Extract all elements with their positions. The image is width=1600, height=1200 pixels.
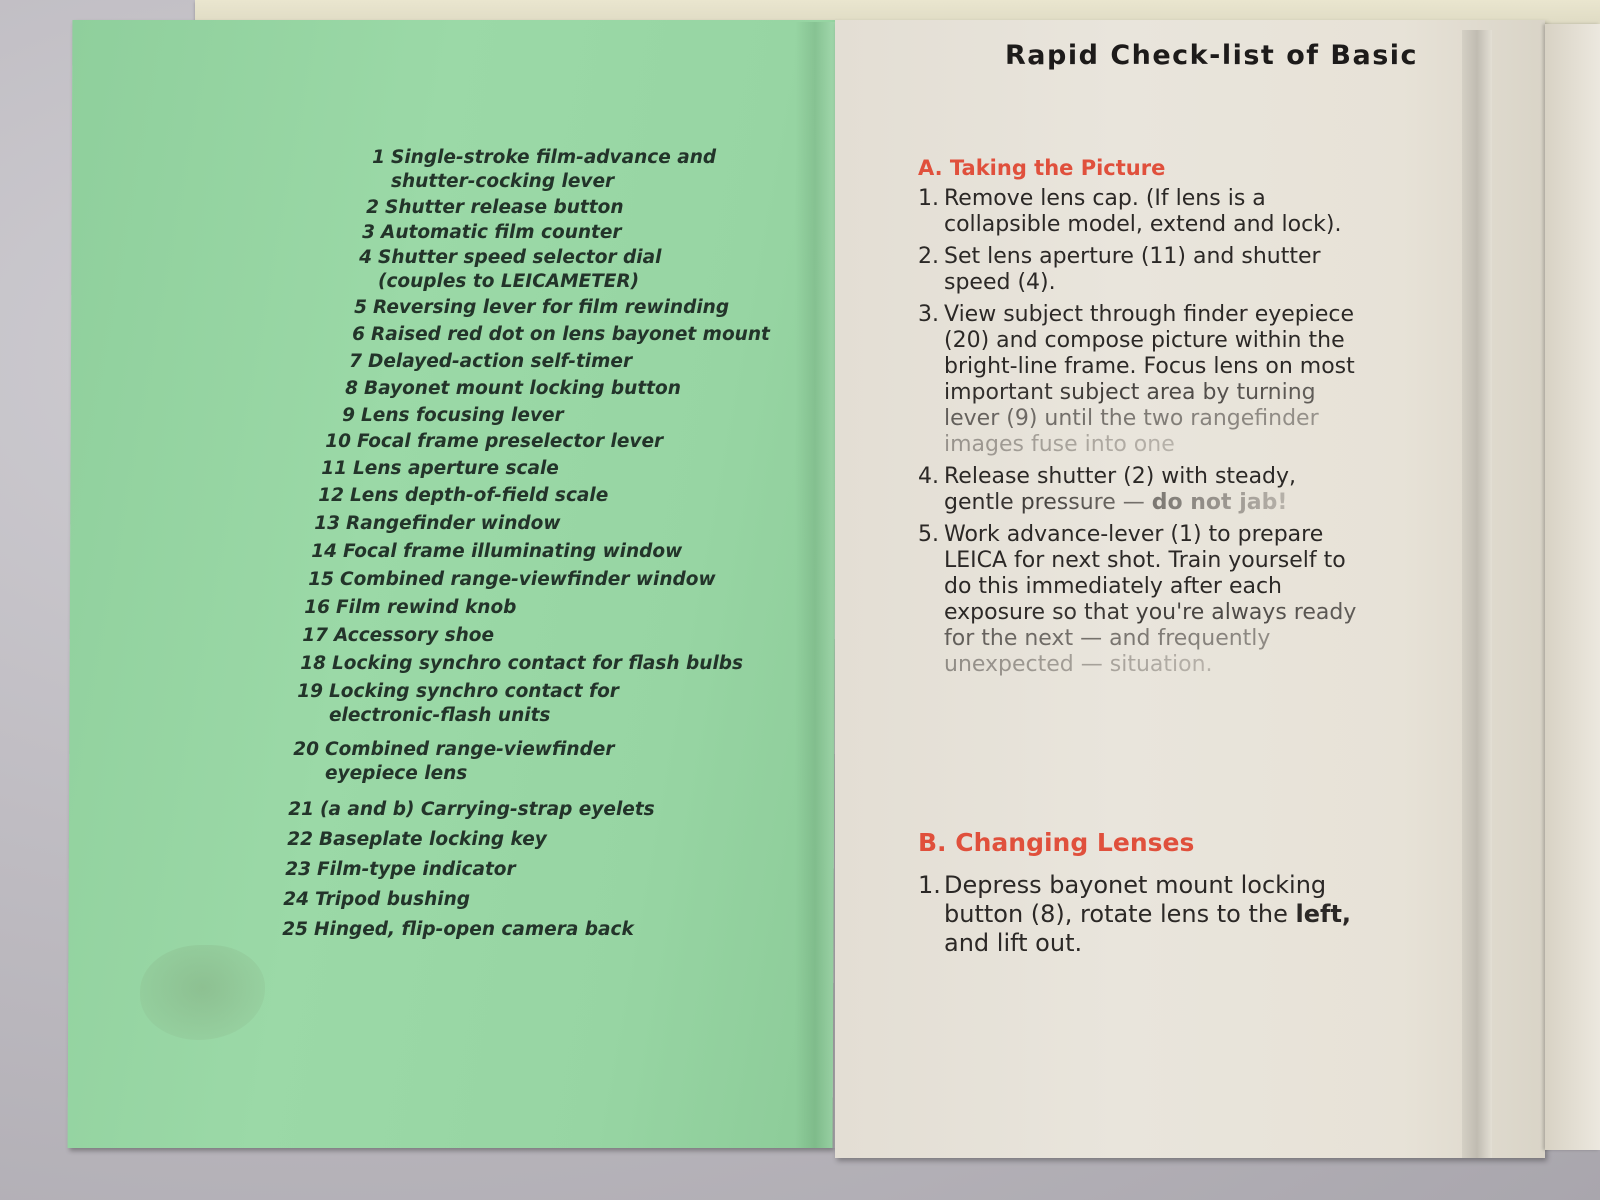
part-number: 20 — [293, 739, 319, 760]
page-title: Rapid Check-list of Basic — [1005, 40, 1419, 71]
part-item — [304, 568, 716, 592]
part-label: Lens focusing lever — [361, 405, 564, 426]
part-item — [345, 221, 622, 245]
part-label: Lens aperture scale — [353, 458, 559, 479]
part-number: 13 — [314, 513, 340, 534]
part-item — [281, 858, 516, 882]
step-emphasis: left, — [1295, 900, 1352, 928]
part-item — [284, 798, 655, 822]
part-item — [335, 323, 770, 347]
part-number: 7 — [349, 351, 362, 372]
part-label: Locking synchro contact for — [329, 681, 619, 702]
step-text: View subject through finder eyepiece (20) and compose picture within the bright-line frame. Focus lens on most important subject area by turning lever (9) until the two rangefinder images fuse into one — [944, 302, 1355, 457]
part-item — [310, 512, 560, 536]
fold-crease — [795, 22, 835, 1148]
step-text: and lift out. — [944, 929, 1083, 957]
step-item — [918, 522, 1368, 678]
step-text: Release shutter (2) with steady, gentle pressure — — [944, 464, 1297, 515]
step-number: 5. — [918, 522, 939, 547]
step-text: Work advance-lever (1) to prepare LEICA for next shot. Train yourself to do this immediately after each exposure so that you're always ready for the next — and frequently unexpected — situation. — [944, 522, 1357, 677]
part-item — [314, 484, 608, 508]
step-emphasis: do not jab! — [1151, 490, 1288, 515]
next-panel-edge — [1545, 24, 1600, 1150]
step-text: Set lens aperture (11) and shutter speed (4). — [944, 244, 1321, 295]
part-label: Reversing lever for film rewinding — [373, 297, 730, 318]
part-item — [321, 430, 663, 454]
section-taking-picture — [918, 156, 1368, 678]
part-number: 23 — [285, 859, 311, 880]
part-item — [283, 828, 547, 852]
part-number: 14 — [311, 541, 337, 562]
part-number: 1 — [372, 147, 385, 168]
step-item — [918, 302, 1368, 458]
part-label: electronic-flash units — [329, 705, 551, 726]
part-label: Raised red dot on lens bayonet mount — [371, 324, 770, 345]
part-label: Combined range-viewfinder — [325, 739, 615, 760]
part-item — [332, 350, 632, 374]
part-number: 21 — [288, 799, 314, 820]
part-label: Shutter speed selector dial — [378, 247, 662, 268]
section-changing-lenses — [918, 828, 1368, 958]
part-item — [328, 377, 681, 401]
part-label: eyepiece lens — [325, 763, 468, 784]
part-item — [355, 146, 716, 194]
step-item — [918, 464, 1368, 516]
part-number: 11 — [321, 458, 347, 479]
part-label: Lens depth-of-field scale — [350, 485, 609, 506]
part-label: Accessory shoe — [334, 625, 495, 646]
part-item — [296, 652, 743, 676]
part-number: 18 — [300, 653, 326, 674]
part-number: 22 — [287, 829, 313, 850]
step-text: Remove lens cap. (If lens is a collapsible model, extend and lock). — [944, 186, 1342, 237]
part-number: 3 — [362, 222, 375, 243]
part-label: shutter-cocking lever — [391, 171, 615, 192]
part-label: Combined range-viewfinder window — [340, 569, 716, 590]
part-item — [342, 246, 661, 294]
part-number: 10 — [325, 431, 351, 452]
part-number: 19 — [297, 681, 323, 702]
part-label: Focal frame illuminating window — [343, 541, 683, 562]
part-number: 25 — [282, 919, 308, 940]
part-number: 24 — [283, 889, 309, 910]
part-label: Film rewind knob — [336, 597, 517, 618]
part-label: Locking synchro contact for flash bulbs — [332, 653, 744, 674]
steps-list — [918, 871, 1368, 958]
part-label: Focal frame preselector lever — [357, 431, 664, 452]
part-label: Tripod bushing — [315, 889, 471, 910]
part-item — [325, 404, 564, 428]
step-item — [918, 244, 1368, 296]
step-number: 2. — [918, 244, 939, 269]
part-label: Automatic film counter — [381, 222, 622, 243]
step-number: 1. — [918, 186, 939, 211]
steps-list — [918, 186, 1368, 678]
section-heading: A. Taking the Picture — [918, 156, 1166, 180]
part-item — [289, 738, 614, 786]
part-item — [279, 888, 470, 912]
part-label: Baseplate locking key — [319, 829, 547, 850]
part-number: 8 — [345, 378, 358, 399]
part-item — [349, 196, 624, 220]
part-number: 15 — [308, 569, 334, 590]
part-number: 12 — [318, 485, 344, 506]
part-item — [298, 624, 494, 648]
part-label: Delayed-action self-timer — [368, 351, 633, 372]
fold-crease-right — [1462, 30, 1492, 1158]
step-number: 1. — [918, 871, 941, 899]
part-label: Shutter release button — [385, 197, 624, 218]
part-number: 6 — [352, 324, 365, 345]
part-label: Bayonet mount locking button — [364, 378, 681, 399]
step-item — [918, 871, 1368, 958]
part-number: 5 — [354, 297, 367, 318]
part-item — [293, 680, 619, 728]
step-number: 4. — [918, 464, 939, 489]
part-number: 2 — [366, 197, 379, 218]
part-item — [317, 457, 559, 481]
part-label: Single-stroke film-advance and — [391, 147, 717, 168]
step-text: Depress bayonet mount locking button (8), rotate lens to the — [944, 871, 1327, 928]
part-label: Film-type indicator — [317, 859, 516, 880]
part-label: Rangefinder window — [346, 513, 561, 534]
part-number: 4 — [359, 247, 372, 268]
step-item — [918, 186, 1368, 238]
part-label: (couples to LEICAMETER) — [378, 271, 640, 292]
part-item — [337, 296, 729, 320]
part-number: 16 — [304, 597, 330, 618]
part-item — [307, 540, 682, 564]
step-number: 3. — [918, 302, 939, 327]
part-label: Hinged, flip-open camera back — [314, 919, 634, 940]
part-item — [300, 596, 516, 620]
part-item — [278, 918, 634, 942]
section-heading: B. Changing Lenses — [918, 828, 1195, 857]
part-number: 9 — [342, 405, 355, 426]
part-label: (a and b) Carrying-strap eyelets — [320, 799, 655, 820]
part-number: 17 — [302, 625, 328, 646]
